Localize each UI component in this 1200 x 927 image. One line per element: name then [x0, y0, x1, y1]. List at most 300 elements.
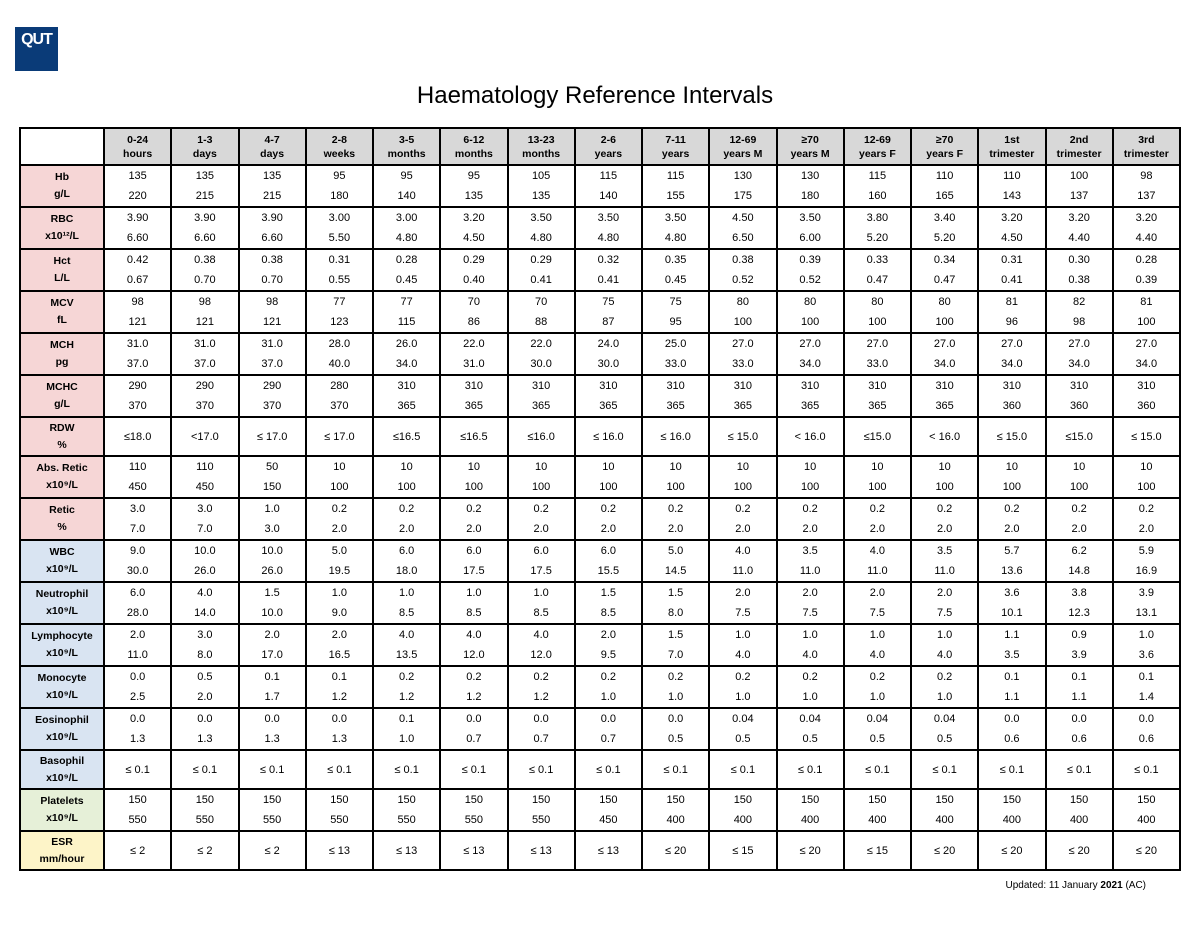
lower-limit: 31.0 [194, 338, 216, 350]
value-cell [575, 708, 642, 750]
value-cell [642, 333, 709, 375]
upper-limit: 34.0 [933, 358, 956, 370]
limit-value: ≤ 16.0 [660, 430, 691, 443]
value-cell [978, 708, 1045, 750]
upper-limit: 365 [733, 400, 753, 412]
upper-limit: 0.5 [735, 733, 751, 745]
limit-value: ≤ 20 [1001, 844, 1023, 857]
value-cell [777, 417, 844, 456]
row-header [20, 540, 104, 582]
value-cell [104, 165, 171, 207]
row-header [20, 498, 104, 540]
reference-table [19, 127, 1181, 871]
value-cell [239, 207, 306, 249]
value-cell [104, 624, 171, 666]
upper-limit: 550 [464, 814, 484, 826]
value-cell [911, 165, 978, 207]
value-cell [440, 789, 507, 831]
lower-limit: 4.0 [533, 629, 549, 641]
column-header-line: 2nd [1069, 133, 1089, 146]
lower-limit: 0.29 [463, 254, 485, 266]
lower-limit: 80 [736, 296, 749, 308]
value-cell [171, 708, 238, 750]
value-cell [844, 375, 911, 417]
value-cell [306, 498, 373, 540]
value-cell [1046, 456, 1113, 498]
upper-limit: 30.0 [126, 565, 149, 577]
value-cell [306, 540, 373, 582]
upper-limit: 2.0 [936, 523, 953, 535]
upper-limit: 2.0 [735, 523, 751, 535]
value-cell [844, 291, 911, 333]
value-cell [777, 207, 844, 249]
lower-limit: 310 [800, 380, 820, 392]
row-name: MCH [50, 339, 74, 351]
value-cell [1046, 249, 1113, 291]
upper-limit: 4.80 [530, 232, 552, 244]
upper-limit: 4.80 [395, 232, 418, 244]
value-cell [777, 831, 844, 870]
upper-limit: 17.5 [530, 565, 552, 577]
table-row [20, 540, 1180, 582]
upper-limit: 365 [464, 400, 484, 412]
lower-limit: 10.0 [261, 545, 283, 557]
upper-limit: 370 [330, 400, 349, 412]
upper-limit: 100 [868, 316, 887, 328]
upper-limit: 370 [128, 400, 147, 412]
value-cell [171, 249, 238, 291]
lower-limit: 95 [467, 170, 480, 182]
value-cell [440, 375, 507, 417]
upper-limit: 34.0 [1001, 358, 1023, 370]
lower-limit: 10 [467, 461, 480, 473]
upper-limit: 215 [195, 190, 215, 202]
upper-limit: 0.52 [732, 274, 754, 286]
lower-limit: 70 [467, 296, 480, 308]
lower-limit: 3.20 [1135, 212, 1158, 224]
row-header [20, 789, 104, 831]
value-cell [440, 456, 507, 498]
lower-limit: 77 [333, 296, 346, 308]
upper-limit: 1.0 [667, 691, 684, 703]
value-cell [239, 666, 306, 708]
limit-value: ≤ 0.1 [999, 763, 1025, 776]
value-cell [1113, 666, 1180, 708]
value-cell [978, 207, 1045, 249]
value-cell [709, 249, 776, 291]
value-cell [306, 417, 373, 456]
upper-limit: 9.5 [600, 649, 617, 661]
upper-limit: 11.0 [867, 565, 888, 577]
table-row [20, 831, 1180, 870]
value-cell [508, 498, 575, 540]
limit-value: ≤ 2 [264, 844, 280, 857]
lower-limit: 6.0 [600, 545, 617, 557]
upper-limit: 400 [733, 814, 753, 826]
upper-limit: 4.40 [1068, 232, 1090, 244]
value-cell [373, 708, 440, 750]
value-cell [844, 165, 911, 207]
upper-limit: 1.0 [869, 691, 886, 703]
row-name: Monocyte [37, 672, 87, 684]
upper-limit: 2.0 [398, 523, 415, 535]
value-cell [306, 333, 373, 375]
column-header-line: years F [926, 147, 964, 160]
value-cell [978, 456, 1045, 498]
lower-limit: 27.0 [1068, 338, 1090, 350]
upper-limit: 5.20 [866, 232, 889, 244]
value-cell [508, 249, 575, 291]
value-cell [508, 165, 575, 207]
upper-limit: 140 [599, 190, 618, 202]
value-cell [709, 666, 776, 708]
value-cell [1113, 291, 1180, 333]
lower-limit: 25.0 [664, 338, 687, 350]
value-cell [1046, 375, 1113, 417]
lower-limit: 0.2 [667, 671, 684, 683]
limit-value: ≤18.0 [123, 430, 152, 443]
lower-limit: 0.2 [869, 503, 886, 515]
lower-limit: 0.28 [1135, 254, 1158, 266]
value-cell [1046, 333, 1113, 375]
value-cell [104, 333, 171, 375]
value-cell [978, 249, 1045, 291]
upper-limit: 37.0 [126, 358, 149, 370]
upper-limit: 17.0 [261, 649, 283, 661]
value-cell [642, 165, 709, 207]
upper-limit: 175 [733, 190, 753, 202]
upper-limit: 33.0 [664, 358, 687, 370]
upper-limit: 34.0 [1135, 358, 1158, 370]
row-unit: g/L [54, 398, 70, 410]
upper-limit: 550 [195, 814, 215, 826]
upper-limit: 400 [1137, 814, 1156, 826]
limit-value: ≤ 0.1 [461, 763, 487, 776]
row-header [20, 666, 104, 708]
column-header [373, 128, 440, 165]
lower-limit: 135 [262, 170, 282, 182]
updated-year: 2021 [1100, 880, 1123, 891]
upper-limit: 8.5 [466, 607, 482, 619]
value-cell [104, 789, 171, 831]
value-cell [508, 207, 575, 249]
row-unit: x10⁹/L [46, 812, 78, 824]
upper-limit: 4.0 [802, 649, 818, 661]
lower-limit: 3.50 [664, 212, 687, 224]
value-cell [844, 207, 911, 249]
lower-limit: 3.0 [197, 629, 213, 641]
value-cell [575, 831, 642, 870]
upper-limit: 160 [868, 190, 887, 202]
lower-limit: 0.38 [194, 254, 216, 266]
lower-limit: 0.2 [466, 503, 482, 515]
lower-limit: 0.04 [799, 713, 821, 725]
lower-limit: 5.0 [667, 545, 684, 557]
column-header-line: weeks [323, 147, 356, 160]
lower-limit: 0.2 [802, 671, 818, 683]
value-cell [709, 417, 776, 456]
table-row [20, 417, 1180, 456]
value-cell [844, 417, 911, 456]
lower-limit: 0.38 [261, 254, 283, 266]
lower-limit: 0.2 [1004, 503, 1020, 515]
upper-limit: 0.41 [530, 274, 552, 286]
limit-value: ≤ 0.1 [125, 763, 150, 776]
table-row [20, 624, 1180, 666]
column-header-line: 3rd [1138, 133, 1155, 146]
upper-limit: 0.7 [466, 733, 482, 745]
value-cell [239, 750, 306, 789]
value-cell [508, 624, 575, 666]
upper-limit: 28.0 [126, 607, 149, 619]
table-row [20, 291, 1180, 333]
lower-limit: 150 [868, 794, 887, 806]
column-header-line: years [661, 147, 690, 160]
lower-limit: 150 [733, 794, 753, 806]
row-header [20, 249, 104, 291]
limit-value: ≤16.5 [460, 430, 488, 443]
limit-value: <17.0 [190, 430, 219, 443]
lower-limit: 1.5 [667, 629, 684, 641]
value-cell [642, 249, 709, 291]
upper-limit: 400 [800, 814, 820, 826]
row-unit: x10⁹/L [46, 771, 78, 784]
lower-limit: 150 [330, 794, 349, 806]
value-cell [440, 540, 507, 582]
limit-value: ≤ 0.1 [394, 763, 419, 776]
value-cell [911, 333, 978, 375]
upper-limit: 2.0 [1138, 523, 1155, 535]
value-cell [440, 624, 507, 666]
column-header-line: 1st [1004, 133, 1020, 146]
table-row [20, 789, 1180, 831]
upper-limit: 88 [535, 316, 548, 328]
value-cell [104, 291, 171, 333]
upper-limit: 1.2 [398, 691, 415, 703]
value-cell [978, 666, 1045, 708]
column-header-line: hours [123, 147, 153, 160]
value-cell [777, 582, 844, 624]
upper-limit: 15.5 [597, 565, 620, 577]
upper-limit: 0.47 [866, 274, 889, 286]
value-cell [844, 708, 911, 750]
value-cell [440, 249, 507, 291]
value-cell [709, 375, 776, 417]
upper-limit: 0.52 [799, 274, 821, 286]
lower-limit: 3.0 [197, 503, 213, 515]
value-cell [575, 456, 642, 498]
column-header [239, 128, 306, 165]
row-header [20, 750, 104, 789]
lower-limit: 3.5 [936, 545, 953, 557]
column-header-line: 2-6 [600, 133, 616, 146]
value-cell [239, 708, 306, 750]
value-cell [239, 789, 306, 831]
value-cell [1113, 540, 1180, 582]
row-unit: g/L [54, 188, 70, 200]
limit-value: ≤ 0.1 [932, 763, 957, 776]
upper-limit: 9.0 [331, 607, 348, 619]
value-cell [777, 498, 844, 540]
row-name: RDW [49, 421, 75, 434]
lower-limit: 0.2 [600, 503, 617, 515]
lower-limit: 1.5 [600, 587, 617, 599]
upper-limit: 0.5 [936, 733, 953, 745]
value-cell [306, 165, 373, 207]
upper-limit: 7.5 [936, 607, 953, 619]
value-cell [777, 750, 844, 789]
lower-limit: 110 [196, 461, 214, 473]
value-cell [171, 291, 238, 333]
lower-limit: 10.0 [194, 545, 216, 557]
value-cell [1113, 624, 1180, 666]
upper-limit: 8.0 [667, 607, 684, 619]
value-cell [239, 375, 306, 417]
lower-limit: 150 [1002, 794, 1022, 806]
lower-limit: 28.0 [328, 338, 351, 350]
upper-limit: 100 [1002, 481, 1022, 493]
limit-value: ≤ 15.0 [1131, 430, 1162, 443]
lower-limit: 2.0 [735, 587, 751, 599]
value-cell [104, 456, 171, 498]
upper-limit: 13.5 [395, 649, 418, 661]
upper-limit: 30.0 [597, 358, 620, 370]
upper-limit: 11.0 [732, 565, 754, 577]
value-cell [1046, 624, 1113, 666]
lower-limit: 0.30 [1068, 254, 1090, 266]
value-cell [777, 624, 844, 666]
lower-limit: 1.0 [264, 503, 280, 515]
value-cell [1046, 498, 1113, 540]
value-cell [709, 333, 776, 375]
lower-limit: 310 [531, 380, 551, 392]
upper-limit: 0.7 [533, 733, 549, 745]
column-header-line: 1-3 [197, 133, 213, 146]
lower-limit: 115 [666, 170, 685, 182]
value-cell [642, 417, 709, 456]
table-row [20, 498, 1180, 540]
upper-limit: 0.70 [261, 274, 283, 286]
lower-limit: 280 [330, 380, 349, 392]
upper-limit: 8.5 [398, 607, 415, 619]
column-header [508, 128, 575, 165]
value-cell [239, 333, 306, 375]
upper-limit: 3.0 [264, 523, 280, 535]
lower-limit: 3.40 [933, 212, 956, 224]
value-cell [440, 207, 507, 249]
value-cell [575, 165, 642, 207]
limit-value: ≤ 0.1 [327, 763, 352, 776]
upper-limit: 0.6 [1071, 733, 1087, 745]
upper-limit: 143 [1002, 190, 1022, 202]
upper-limit: 14.8 [1068, 565, 1090, 577]
value-cell [709, 831, 776, 870]
column-header [575, 128, 642, 165]
lower-limit: 115 [868, 170, 887, 182]
upper-limit: 5.20 [933, 232, 956, 244]
lower-limit: 0.04 [933, 713, 956, 725]
limit-value: ≤ 13 [463, 844, 485, 857]
value-cell [306, 291, 373, 333]
lower-limit: 31.0 [261, 338, 283, 350]
lower-limit: 3.9 [1138, 587, 1155, 599]
value-cell [239, 831, 306, 870]
limit-value: ≤16.0 [527, 430, 555, 443]
lower-limit: 0.2 [533, 503, 549, 515]
lower-limit: 310 [666, 380, 685, 392]
upper-limit: 0.5 [869, 733, 886, 745]
column-header [844, 128, 911, 165]
upper-limit: 34.0 [799, 358, 821, 370]
lower-limit: 1.0 [869, 629, 886, 641]
upper-limit: 2.0 [869, 523, 886, 535]
upper-limit: 100 [935, 316, 954, 328]
value-cell [373, 540, 440, 582]
table-row [20, 708, 1180, 750]
lower-limit: 3.6 [1004, 587, 1020, 599]
value-cell [844, 249, 911, 291]
lower-limit: 115 [599, 170, 618, 182]
value-cell [777, 540, 844, 582]
lower-limit: 10 [871, 461, 884, 473]
lower-limit: 0.2 [1138, 503, 1155, 515]
value-cell [306, 624, 373, 666]
upper-limit: 450 [195, 481, 215, 493]
upper-limit: 33.0 [866, 358, 889, 370]
lower-limit: 3.90 [126, 212, 149, 224]
lower-limit: 10 [1005, 461, 1018, 473]
column-header-line: days [260, 147, 285, 160]
row-unit: x10⁹/L [46, 731, 78, 743]
upper-limit: 7.5 [869, 607, 886, 619]
upper-limit: 19.5 [328, 565, 351, 577]
upper-limit: 0.47 [933, 274, 956, 286]
column-header-line: trimester [1123, 147, 1169, 160]
value-cell [373, 666, 440, 708]
value-cell [978, 582, 1045, 624]
column-header-line: months [522, 147, 561, 160]
value-cell [777, 165, 844, 207]
limit-value: ≤ 15.0 [996, 430, 1028, 443]
lower-limit: 150 [599, 794, 618, 806]
upper-limit: 123 [330, 316, 349, 328]
lower-limit: 10 [1073, 461, 1086, 473]
value-cell [777, 333, 844, 375]
lower-limit: 0.2 [398, 503, 415, 515]
lower-limit: 150 [1069, 794, 1089, 806]
column-header [709, 128, 776, 165]
value-cell [171, 165, 238, 207]
value-cell [440, 582, 507, 624]
value-cell [508, 789, 575, 831]
value-cell [1113, 708, 1180, 750]
value-cell [575, 333, 642, 375]
lower-limit: 3.50 [799, 212, 821, 224]
limit-value: ≤16.5 [392, 430, 421, 443]
value-cell [104, 207, 171, 249]
column-header-line: years M [790, 147, 830, 160]
lower-limit: 1.0 [331, 587, 348, 599]
lower-limit: 310 [733, 380, 753, 392]
upper-limit: 121 [128, 316, 147, 328]
upper-limit: 4.50 [463, 232, 485, 244]
value-cell [911, 789, 978, 831]
upper-limit: 1.3 [197, 733, 213, 745]
upper-limit: 1.2 [331, 691, 348, 703]
row-name: RBC [50, 213, 74, 225]
value-cell [709, 582, 776, 624]
value-cell [239, 291, 306, 333]
